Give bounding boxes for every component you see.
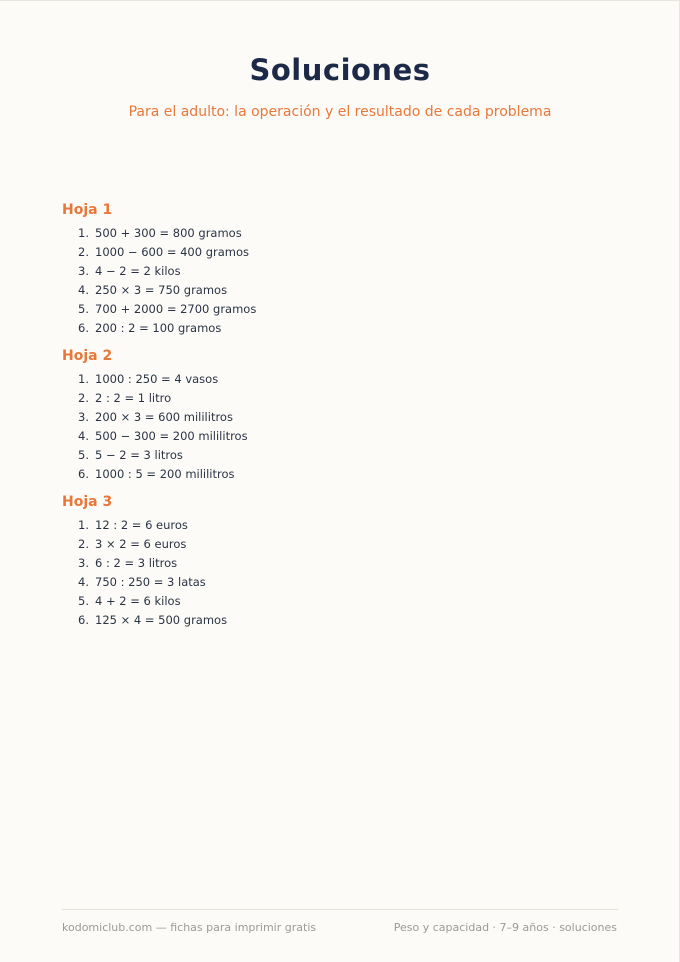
- item-number: 3.: [78, 264, 89, 278]
- item-text: 250 × 3 = 750 gramos: [95, 283, 228, 297]
- answer-list: [62, 224, 622, 338]
- answer-item: [78, 370, 622, 389]
- item-text: 1000 : 250 = 4 vasos: [95, 372, 219, 386]
- answer-list: [62, 370, 622, 484]
- section-heading: Hoja 3: [62, 494, 113, 510]
- item-number: 2.: [78, 537, 89, 551]
- answer-item: [78, 243, 622, 262]
- item-number: 3.: [78, 410, 89, 424]
- section-heading: Hoja 2: [62, 348, 113, 364]
- footer-divider: [62, 909, 618, 910]
- item-number: 6.: [78, 467, 89, 481]
- answer-item: [78, 592, 622, 611]
- answer-item: [78, 262, 622, 281]
- answer-item: [78, 465, 622, 484]
- answer-item: [78, 427, 622, 446]
- item-number: 1.: [78, 518, 89, 532]
- section-hoja-1: [62, 201, 622, 338]
- item-text: 700 + 2000 = 2700 gramos: [95, 302, 257, 316]
- item-number: 4.: [78, 429, 89, 443]
- item-number: 4.: [78, 283, 89, 297]
- answer-list: [62, 516, 622, 630]
- item-text: 500 − 300 = 200 mililitros: [95, 429, 248, 443]
- answer-item: [78, 281, 622, 300]
- item-text: 200 : 2 = 100 gramos: [95, 321, 222, 335]
- item-text: 12 : 2 = 6 euros: [95, 518, 188, 532]
- item-number: 1.: [78, 372, 89, 386]
- item-text: 750 : 250 = 3 latas: [95, 575, 206, 589]
- item-number: 6.: [78, 613, 89, 627]
- page-title: Soluciones: [249, 53, 431, 87]
- answer-item: [78, 516, 622, 535]
- item-number: 5.: [78, 302, 89, 316]
- item-text: 3 × 2 = 6 euros: [95, 537, 187, 551]
- answer-item: [78, 611, 622, 630]
- item-text: 2 : 2 = 1 litro: [95, 391, 172, 405]
- item-number: 2.: [78, 391, 89, 405]
- item-number: 4.: [78, 575, 89, 589]
- answer-item: [78, 408, 622, 427]
- section-hoja-2: [62, 347, 622, 484]
- item-number: 5.: [78, 448, 89, 462]
- answer-item: [78, 446, 622, 465]
- footer-worksheet-info: Peso y capacidad · 7–9 años · soluciones: [393, 921, 617, 934]
- answer-item: [78, 300, 622, 319]
- item-number: 2.: [78, 245, 89, 259]
- solutions-list: [62, 201, 622, 639]
- section-heading: Hoja 1: [62, 202, 113, 218]
- item-text: 125 × 4 = 500 gramos: [95, 613, 228, 627]
- item-text: 200 × 3 = 600 mililitros: [95, 410, 233, 424]
- answer-item: [78, 554, 622, 573]
- answer-item: [78, 224, 622, 243]
- item-text: 4 + 2 = 6 kilos: [95, 594, 181, 608]
- item-number: 3.: [78, 556, 89, 570]
- footer-site-credit: kodomiclub.com — fichas para imprimir gratis: [62, 921, 317, 934]
- answer-item: [78, 573, 622, 592]
- item-text: 6 : 2 = 3 litros: [95, 556, 178, 570]
- item-number: 6.: [78, 321, 89, 335]
- answer-item: [78, 389, 622, 408]
- answer-item: [78, 535, 622, 554]
- item-text: 1000 : 5 = 200 mililitros: [95, 467, 235, 481]
- item-number: 1.: [78, 226, 89, 240]
- item-text: 5 − 2 = 3 litros: [95, 448, 183, 462]
- answer-item: [78, 319, 622, 338]
- item-text: 1000 − 600 = 400 gramos: [95, 245, 250, 259]
- section-hoja-3: [62, 493, 622, 630]
- item-text: 500 + 300 = 800 gramos: [95, 226, 242, 240]
- item-number: 5.: [78, 594, 89, 608]
- page-subtitle: Para el adulto: la operación y el resultado de cada problema: [128, 104, 552, 120]
- item-text: 4 − 2 = 2 kilos: [95, 264, 181, 278]
